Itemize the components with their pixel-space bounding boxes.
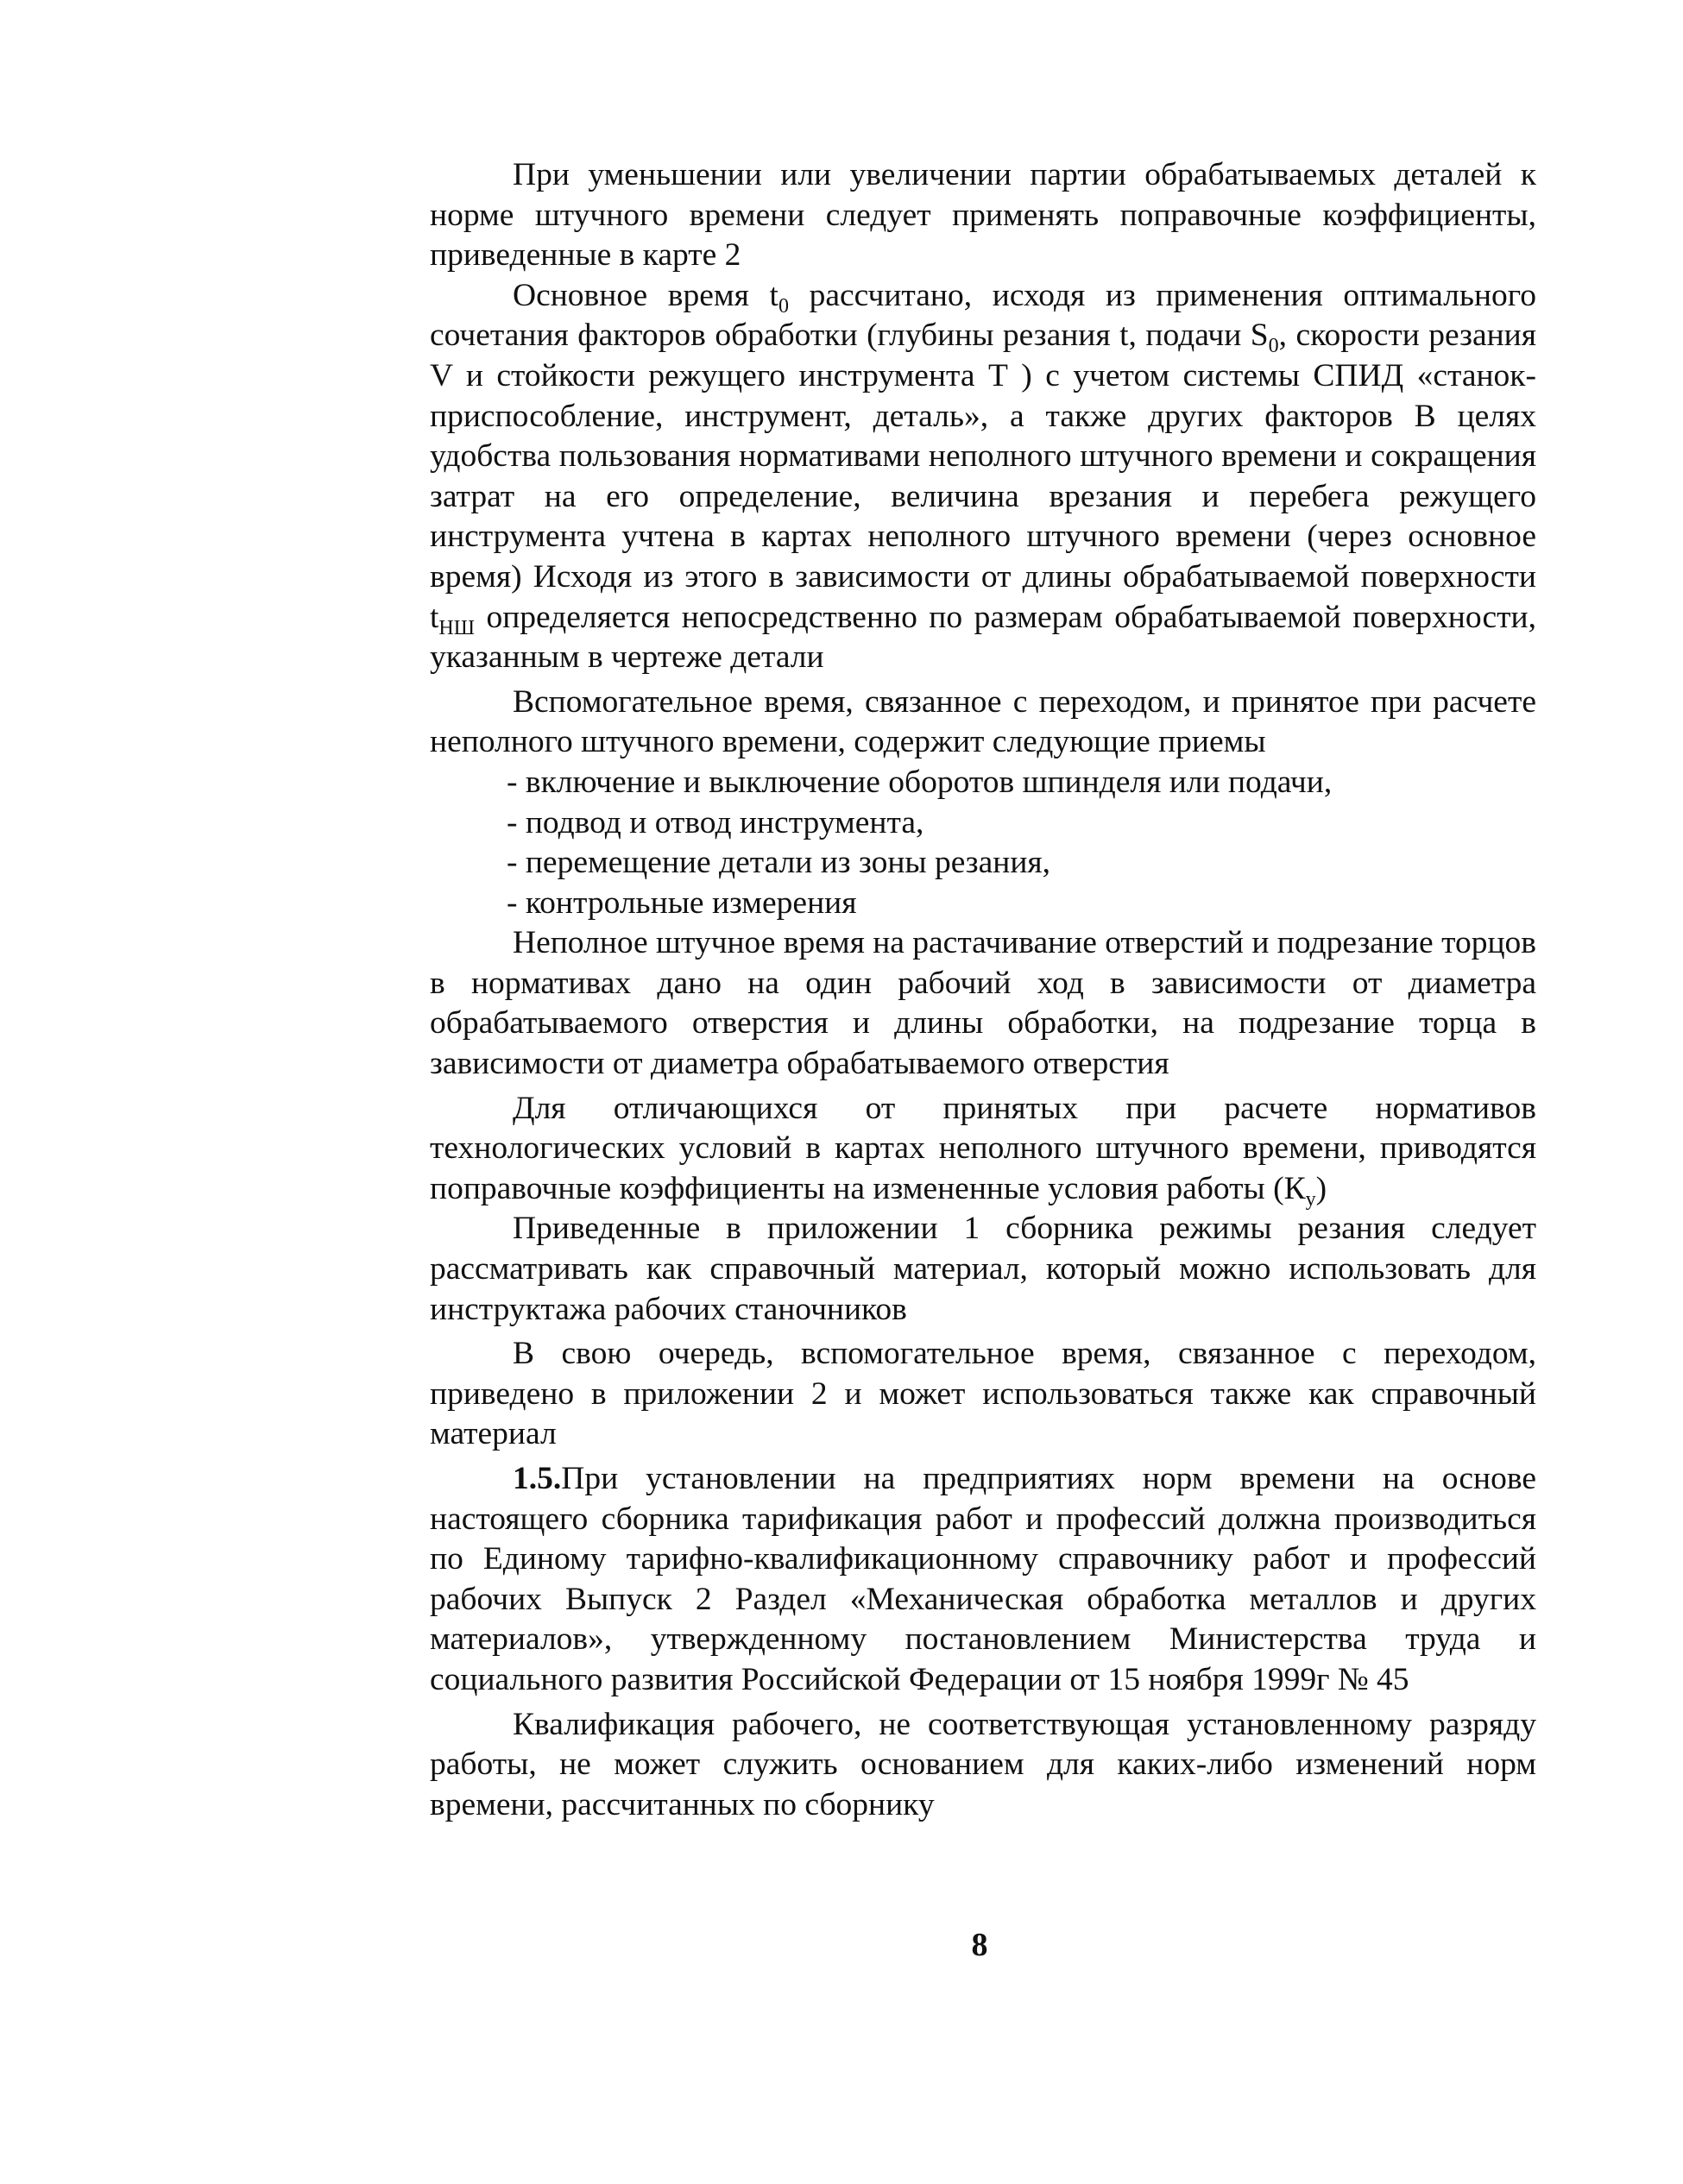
text-run: ) <box>1315 1170 1327 1206</box>
text-run: определяется непосредственно по размерам обрабатываемой поверхности, указанным в чертеже детали <box>430 599 1536 676</box>
list-item: - подвод и отвод инструмента, <box>507 804 924 840</box>
paragraph-qualification: Квалификация рабочего, не соответствующая установленному разряду работы, не может служить основанием для каких-либо изменений норм времени, рассчитанных по сборнику <box>430 1706 1536 1822</box>
subscript: НШ <box>438 616 475 639</box>
list-item: - контрольные измерения <box>507 884 857 921</box>
paragraph-basic-time <box>430 276 1536 678</box>
paragraph-batch-size: При уменьшении или увеличении партии обрабатываемых деталей к норме штучного времени следует применять поправочные коэффициенты, приведенные в карте 2 <box>430 157 1536 274</box>
paragraph-appendix-2: В свою очередь, вспомогательное время, связанное с переходом, приведено в приложении 2 и может использоваться также как справочный материал <box>430 1336 1536 1452</box>
page-number: 8 <box>971 1927 988 1963</box>
subscript: у <box>1305 1187 1316 1211</box>
text-run: рассчитано, исходя из применения оптимального сочетания факторов обработки (глубины резания t, подачи S <box>430 277 1536 354</box>
text-run: Для отличающихся от принятых при расчете нормативов технологических условий в картах неполного штучного времени, приводятся поправочные коэффициенты на измененные условия работы (К <box>430 1090 1536 1206</box>
paragraph-correction-factors <box>430 1089 1536 1210</box>
text-run: , скорости резания V и стойкости режущего инструмента Т ) с учетом системы СПИД «станок-приспособление, инструмент, деталь», а также других факторов В целях удобства пользования нормативами неполного штучного времени и сокращения затрат на его определение, величина врезания и перебега режущего инструмента учтена в картах неполного штучного времени (через основное время) Исходя из этого в зависимости от длины обрабатываемой поверхности t <box>430 318 1536 635</box>
list-item: - включение и выключение оборотов шпинделя или подачи, <box>507 764 1333 800</box>
list-item: - перемещение детали из зоны резания, <box>507 845 1051 881</box>
paragraph-cutting-modes: Приведенные в приложении 1 сборника режимы резания следует рассматривать как справочный материал, который можно использовать для инструктажа рабочих станочников <box>430 1211 1536 1327</box>
text-run: Основное время t <box>513 277 778 313</box>
document-page <box>430 155 1536 1825</box>
paragraph-boring-time: Неполное штучное время на растачивание отверстий и подрезание торцов в нормативах дано на один рабочий ход в зависимости от диаметра обрабатываемого отверстия и длины обработки, на подрезание торца в зависимости от диаметра обрабатываемого отверстия <box>430 925 1536 1082</box>
text-run: При установлении на предприятиях норм времени на основе настоящего сборника тарификация работ и профессий должна производиться по Единому тарифно-квалификационному справочнику работ и профессий рабочих Выпуск 2 Раздел «Механическая обработка металлов и других материалов», утвержденному постановлением Министерства труда и социального развития Российской Федерации от 15 ноября 1999г № 45 <box>430 1461 1536 1697</box>
paragraph-auxiliary-time: Вспомогательное время, связанное с переходом, и принятое при расчете неполного штучного времени, содержит следующие приемы <box>430 683 1536 760</box>
subscript: 0 <box>778 294 789 318</box>
section-number: 1.5. <box>513 1461 562 1496</box>
subscript: 0 <box>1268 335 1279 358</box>
auxiliary-steps-list <box>430 763 1536 923</box>
paragraph-section-1-5 <box>430 1459 1536 1701</box>
